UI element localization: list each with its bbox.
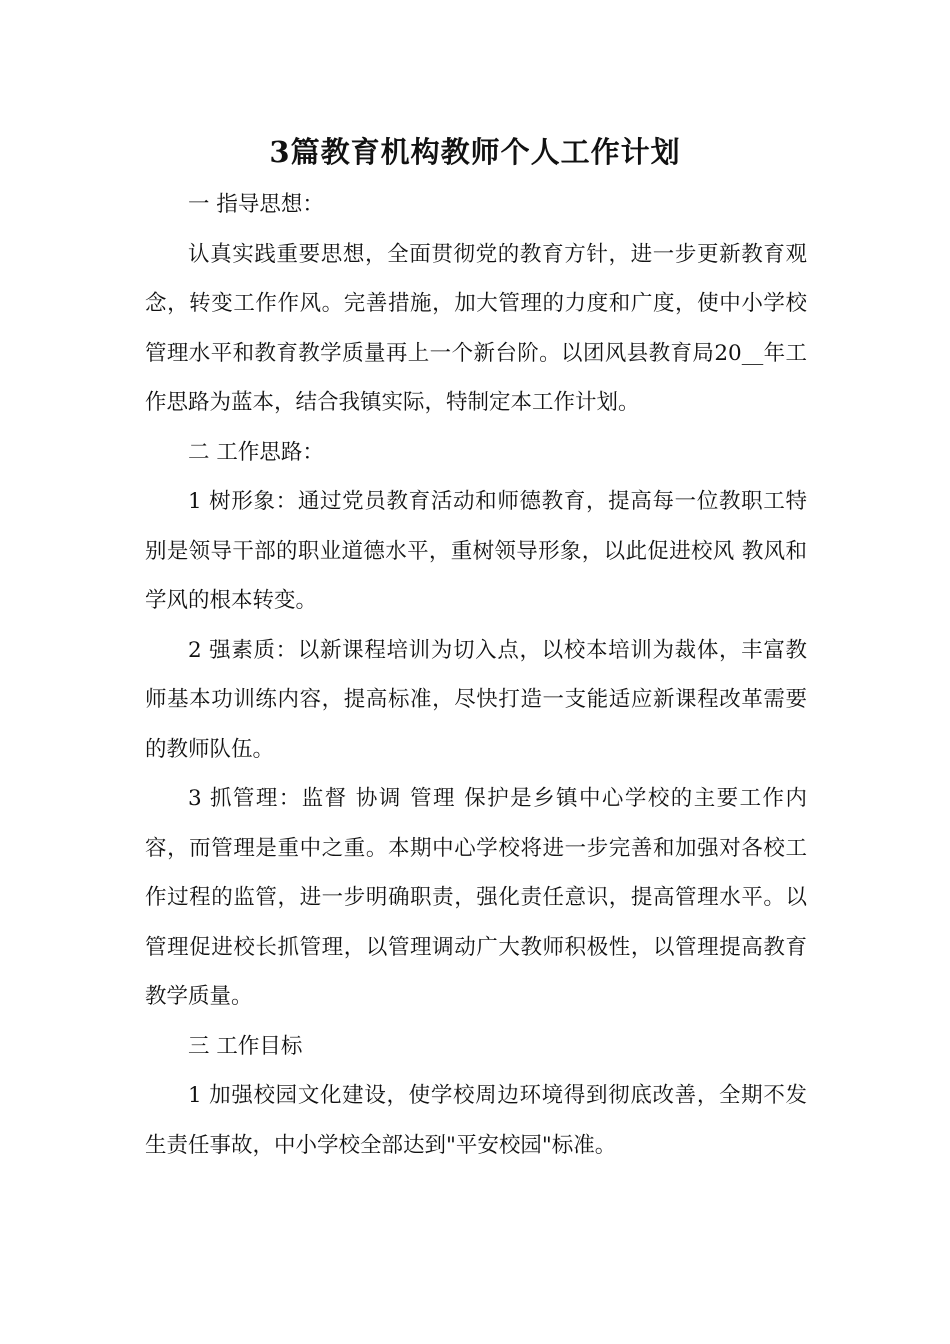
paragraph-management: 3 抓管理：监督 协调 管理 保护是乡镇中心学校的主要工作内容，而管理是重中之重。本期中心学校将进一步完善和加强对各校工作过程的监管，进一步明确职责，强化责任意识，提高管理水平。以管理促进校长抓管理，以管理调动广大教师积极性，以管理提高教育教学质量。 bbox=[145, 786, 807, 1009]
section-heading-work-approach: 二 工作思路： bbox=[188, 439, 324, 465]
paragraph-strengthen-quality: 2 强素质：以新课程培训为切入点，以校本培训为裁体，丰富教师基本功训练内容，提高标准，尽快打造一支能适应新课程改革需要的教师队伍。 bbox=[145, 637, 807, 762]
document-body bbox=[145, 180, 807, 1170]
paragraph-build-image: 1 树形象：通过党员教育活动和师德教育，提高每一位教职工特别是领导干部的职业道德水平，重树领导形象，以此促进校风 教风和学风的根本转变。 bbox=[145, 489, 807, 613]
section-heading-work-goals: 三 工作目标 bbox=[188, 1033, 303, 1059]
paragraph-campus-culture: 1 加强校园文化建设，使学校周边环境得到彻底改善，全期不发生责任事故，中小学校全部达到"平安校园"标准。 bbox=[145, 1083, 807, 1158]
section-heading-guiding-thought: 一 指导思想： bbox=[188, 192, 324, 217]
paragraph-guiding-thought: 认真实践重要思想，全面贯彻党的教育方针，进一步更新教育观念，转变工作作风。完善措施，加大管理的力度和广度，使中小学校管理水平和教育教学质量再上一个新台阶。以团风县教育局20__年工作思路为蓝本，结合我镇实际，特制定本工作计划。 bbox=[145, 241, 807, 415]
document-title: 3篇教育机构教师个人工作计划 bbox=[269, 135, 681, 169]
